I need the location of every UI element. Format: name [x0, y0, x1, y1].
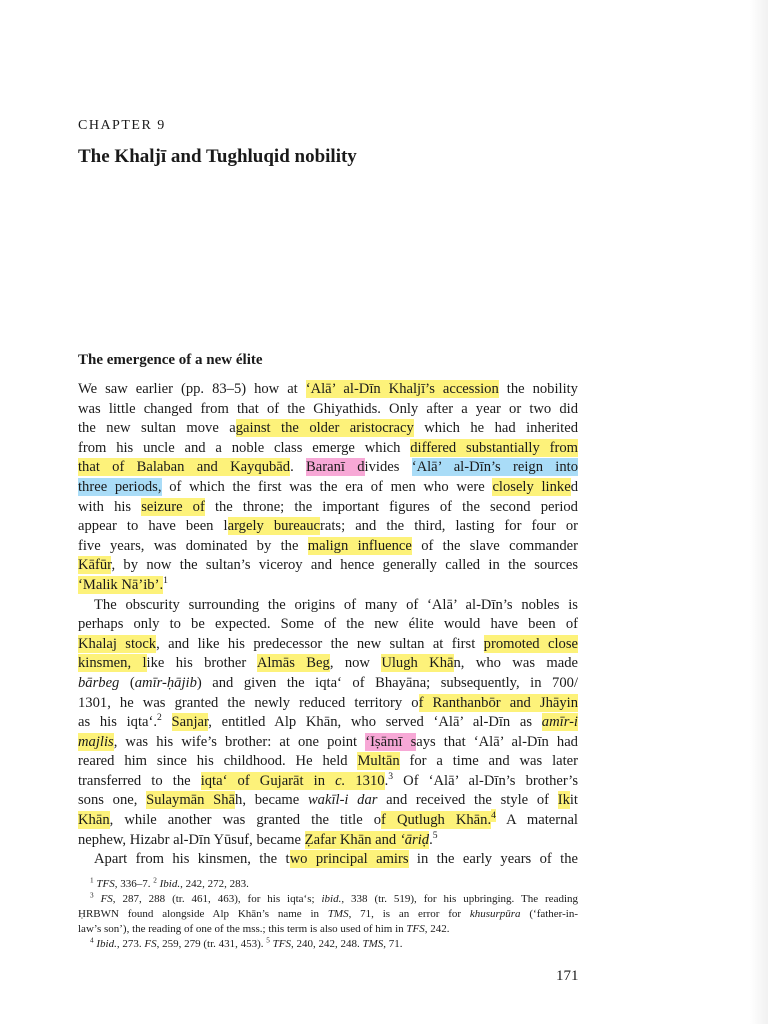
text-run: , 287, 288 (tr. 461, 463), for his iqta‘s; [112, 893, 322, 905]
highlighted-text: promoted close [483, 635, 578, 652]
body-line [78, 439, 578, 459]
text-run: in the early years of the [408, 851, 579, 868]
body-line [78, 498, 578, 518]
footnote-marker: 5 [432, 829, 438, 841]
highlighted-text: Sulaymān Shā [146, 792, 236, 809]
text-run: A maternal [495, 812, 578, 829]
text-run: bārbeg [78, 674, 120, 691]
text-run: of which the first was the era of men who were [161, 478, 493, 495]
text-run: khusurpūra [469, 908, 521, 920]
text-run: TFS [406, 923, 425, 935]
body-line [78, 615, 578, 635]
highlighted-text: Baranī d [306, 459, 365, 476]
chapter-title: The Khaljī and Tughluqid nobility [78, 146, 357, 167]
text-run: rats; and the third, lasting for four or [320, 518, 579, 535]
footnote-marker: 4 [90, 936, 94, 945]
footnote-marker: 2 [157, 712, 162, 724]
highlighted-text: kinsmen, l [78, 655, 147, 672]
text-run: ivides [364, 459, 412, 476]
text-run: amīr-ḥājib [134, 674, 197, 691]
text-run: TFS [272, 938, 292, 950]
body-line [78, 517, 578, 537]
text-run: d [570, 478, 578, 495]
highlighted-text: three periods, [78, 478, 162, 495]
text-run: . [429, 831, 433, 848]
text-run: Ibid. [159, 878, 181, 890]
footnote-marker: 1 [163, 575, 168, 587]
highlighted-text: Ẓafar Khān and [304, 831, 400, 848]
highlighted-text: Almās Beg [256, 655, 330, 672]
body-line [78, 556, 578, 576]
body-line [78, 400, 578, 420]
text-run: TMS [327, 908, 349, 920]
text-run: FS [100, 893, 113, 905]
footnote-line [78, 892, 578, 907]
highlighted-text: ‘āriḍ [399, 831, 430, 848]
text-run: reared him since his childhood. He held [78, 753, 358, 770]
highlighted-text: closely linke [492, 478, 571, 495]
highlighted-text: c. [335, 772, 346, 789]
highlighted-text: iqta‘ of Gujarāt in [200, 772, 336, 789]
body-line [78, 576, 578, 596]
highlighted-text: Multān [357, 753, 400, 770]
text-run: , was his wife’s brother: at one point [113, 733, 366, 750]
text-run: , 242. [424, 923, 450, 935]
text-run: the throne; the important figures of the second period [204, 498, 578, 515]
text-run: We saw earlier (pp. 83–5) how at [78, 381, 306, 397]
page-edge-shadow [750, 0, 768, 1024]
body-line [78, 772, 578, 792]
text-run: , 338 (tr. 519), for his upbringing. The reading [341, 893, 579, 905]
body-line [78, 537, 578, 557]
text-run: TFS [96, 878, 115, 890]
text-run: perhaps only to be expected. Some of the new élite would have been of [78, 616, 578, 633]
body-line [78, 419, 578, 439]
body-line [78, 811, 578, 831]
footnote-marker: 5 [266, 936, 270, 945]
highlighted-text: ‘Iṣāmī s [365, 733, 417, 750]
body-line [78, 478, 578, 498]
highlighted-text: argely bureauc [227, 518, 321, 535]
section-heading: The emergence of a new élite [78, 352, 263, 368]
body-line [78, 733, 578, 753]
text-run [162, 714, 172, 730]
text-run: , by now the sultan’s viceroy and hence generally called in the sources [111, 557, 578, 574]
body-line [78, 850, 578, 870]
footnote-marker: 4 [491, 810, 496, 822]
text-run: ike his brother [146, 655, 257, 672]
text-run: , 259, 279 (tr. 431, 453). [156, 938, 267, 950]
highlighted-text: malign influence [307, 537, 412, 554]
chapter-label: CHAPTER 9 [78, 118, 166, 133]
text-run: , while another was granted the title o [109, 812, 382, 829]
highlighted-text: 1310 [345, 772, 385, 789]
text-run: transferred to the [78, 772, 201, 789]
text-run: the nobility [498, 381, 578, 397]
text-run: for a time and was later [399, 753, 578, 770]
footnote-line [78, 877, 578, 892]
page-number: 171 [556, 968, 579, 984]
body-line [78, 791, 578, 811]
text-run: , 71, is an error for [348, 908, 470, 920]
text-run [94, 893, 101, 905]
text-run: n, who was made [453, 655, 578, 672]
footnote-marker: 3 [90, 891, 94, 900]
text-run: Of ‘Alā’ al-Dīn’s brother’s [393, 772, 579, 789]
body-line [78, 752, 578, 772]
body-line [78, 654, 578, 674]
text-run: ays that ‘Alā’ al-Dīn had [416, 733, 578, 750]
footnote-line [78, 922, 578, 937]
text-run: , 242, 272, 283. [180, 878, 249, 890]
text-run: Ibid. [96, 938, 117, 950]
highlighted-text: wo principal amirs [289, 851, 409, 868]
highlighted-text: ‘Alā’ al-Dīn Khaljī’s accession [305, 381, 499, 397]
body-text [78, 380, 578, 870]
highlighted-text: Ulugh Khā [381, 655, 454, 672]
footnotes [78, 877, 578, 952]
highlighted-text: f Ranthanbōr and Jhāyin [418, 694, 578, 711]
body-line [78, 694, 578, 714]
text-run: appear to have been l [78, 518, 228, 535]
highlighted-text: seizure of [141, 498, 205, 515]
text-run: with his [78, 498, 142, 515]
text-run: , 71. [383, 938, 403, 950]
text-run: . [290, 459, 307, 476]
text-run: wakīl-i dar [307, 792, 378, 809]
highlighted-text: ‘Malik Nā’ib’. [78, 576, 164, 593]
text-run: it [569, 792, 578, 809]
body-line [78, 713, 578, 733]
body-line [78, 674, 578, 694]
text-run: ibid. [321, 893, 342, 905]
text-run: ( [119, 674, 135, 691]
text-run: FS [144, 938, 157, 950]
footnote-marker: 3 [388, 771, 394, 783]
text-run: was little changed from that of the Ghiyathids. Only after a year or two did [78, 400, 578, 417]
body-line [78, 380, 578, 400]
highlighted-text: Kāfūr [78, 557, 112, 574]
text-run: , now [329, 655, 382, 672]
text-run: nephew, Hizabr al-Dīn Yūsuf, became [78, 831, 305, 848]
text-run: five years, was dominated by the [78, 537, 308, 554]
highlighted-text: Khān [78, 812, 110, 829]
text-run: the new sultan move a [78, 420, 236, 437]
body-line [78, 596, 578, 616]
footnote-marker: 1 [90, 876, 94, 885]
text-run: Apart from his kinsmen, the t [94, 851, 290, 868]
highlighted-text: that of Balaban and Kayqubād [78, 459, 291, 476]
text-run: , entitled Alp Khān, who served ‘Alā’ al-Dīn as [208, 714, 542, 731]
highlighted-text: differed substantially from [410, 439, 578, 456]
highlighted-text: Sanjar [171, 714, 209, 731]
text-run: , 240, 242, 248. [291, 938, 363, 950]
highlighted-text: amīr-i [541, 714, 578, 731]
body-line [78, 635, 578, 655]
text-run: sons one, [78, 792, 147, 809]
footnote-marker: 2 [153, 876, 157, 885]
highlighted-text: gainst the older aristocracy [235, 420, 414, 437]
text-run: which he had inherited [413, 420, 578, 437]
highlighted-text: ‘Alā’ al-Dīn’s reign into [411, 459, 579, 476]
text-run: The obscurity surrounding the origins of many of ‘Alā’ al-Dīn’s nobles is [94, 596, 578, 613]
text-run: , 273. [116, 938, 145, 950]
text-run: from his uncle and a noble class emerge which [78, 439, 411, 456]
text-run: ) and given the iqta‘ of Bhayāna; subsequently, in 700/ [196, 674, 578, 691]
text-run: of the slave commander [411, 537, 578, 554]
text-run: ḤRBWN found alongside Alp Khān’s name in [78, 908, 328, 920]
text-run: , and like his predecessor the new sultan at first [156, 635, 484, 652]
text-run: as his iqta‘. [78, 714, 158, 731]
highlighted-text: f Qutlugh Khān. [381, 812, 492, 829]
text-run: and received the style of [377, 792, 558, 809]
footnote-line [78, 937, 578, 952]
highlighted-text: majlis [78, 733, 114, 750]
text-run: , 336–7. [114, 878, 154, 890]
highlighted-text: Khalaj stock [78, 635, 157, 652]
body-line [78, 458, 578, 478]
text-run: . [384, 772, 389, 789]
text-run: h, became [235, 792, 308, 809]
body-line [78, 831, 578, 851]
text-run: law’s son’), the reading of one of the mss.; this term is also used of him in [78, 923, 407, 935]
text-run: (‘father-in- [520, 908, 578, 920]
footnote-line [78, 907, 578, 922]
highlighted-text: Ik [557, 792, 570, 809]
text-run: 1301, he was granted the newly reduced territory o [78, 694, 419, 711]
text-run: TMS [362, 938, 384, 950]
